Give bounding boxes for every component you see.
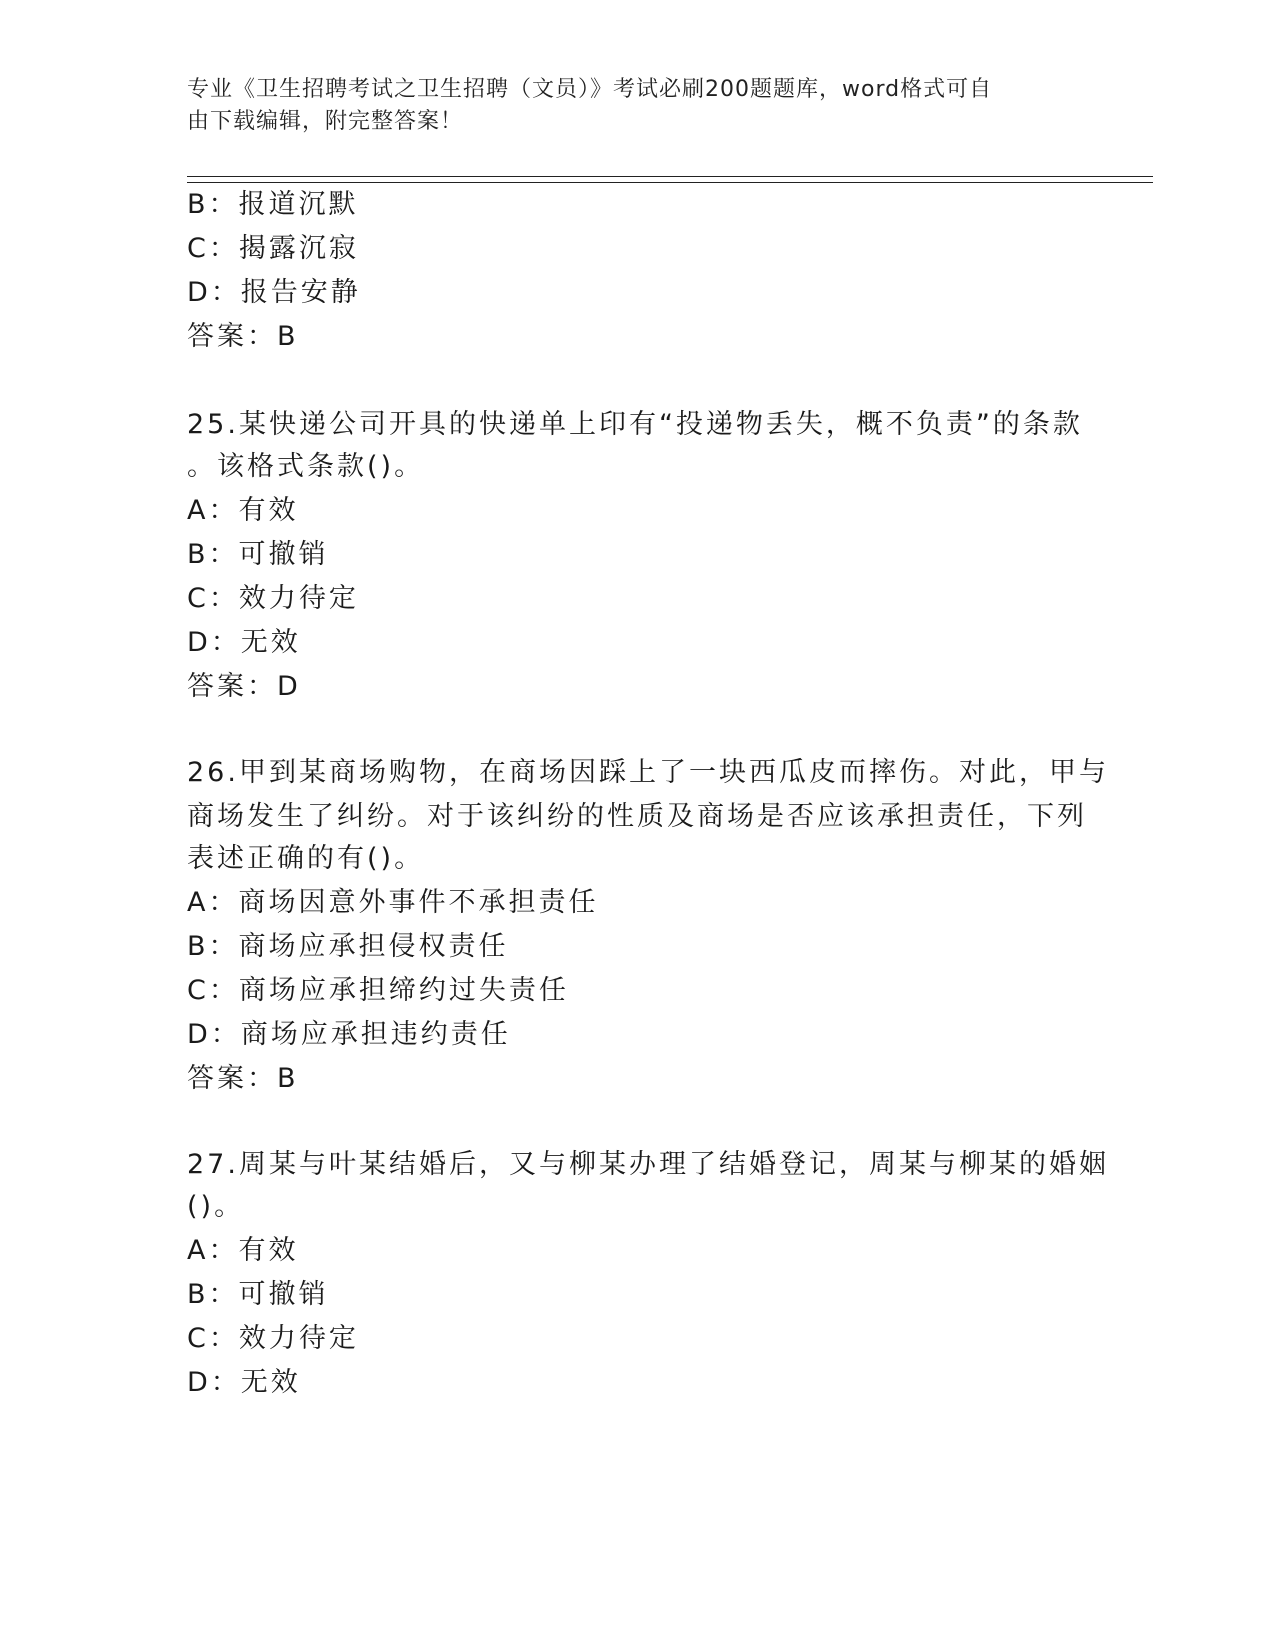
q27-option-d: D：无效 [187,1367,301,1398]
q26-stem-line-2: 商场发生了纠纷。对于该纠纷的性质及商场是否应该承担责任，下列 [187,801,1087,832]
q26-option-d: D：商场应承担违约责任 [187,1019,511,1050]
q25-option-a: A：有效 [187,495,299,526]
header-rule-top [187,176,1153,177]
prev-option-b: B：报道沉默 [187,189,359,220]
q27-stem-line-2: ()。 [187,1191,245,1222]
q26-option-c: C：商场应承担缔约过失责任 [187,975,569,1006]
q26-option-b: B：商场应承担侵权责任 [187,931,509,962]
q25-answer: 答案：D [187,671,301,702]
q27-stem-line-1: 27.周某与叶某结婚后，又与柳某办理了结婚登记，周某与柳某的婚姻 [187,1149,1109,1180]
q27-option-c: C：效力待定 [187,1323,359,1354]
q25-option-c: C：效力待定 [187,583,359,614]
q26-stem-line-3: 表述正确的有()。 [187,843,425,874]
document-header [187,74,1067,138]
q25-stem-line-1: 25.某快递公司开具的快递单上印有“投递物丢失，概不负责”的条款 [187,409,1083,440]
prev-answer: 答案：B [187,321,299,352]
header-line-2: 由下载编辑，附完整答案！ [187,109,464,134]
q26-stem-line-1: 26.甲到某商场购物，在商场因踩上了一块西瓜皮而摔伤。对此，甲与 [187,757,1109,788]
q25-stem-line-2: 。该格式条款()。 [187,451,425,482]
prev-option-d: D：报告安静 [187,277,361,308]
header-line-1: 专业《卫生招聘考试之卫生招聘（文员）》考试必刷200题题库，word格式可自 [187,77,993,102]
q27-option-a: A：有效 [187,1235,299,1266]
prev-option-c: C：揭露沉寂 [187,233,359,264]
q25-option-d: D：无效 [187,627,301,658]
q27-option-b: B：可撤销 [187,1279,329,1310]
header-rule-bottom [187,182,1153,183]
q25-option-b: B：可撤销 [187,539,329,570]
q26-option-a: A：商场因意外事件不承担责任 [187,887,599,918]
q26-answer: 答案：B [187,1063,299,1094]
